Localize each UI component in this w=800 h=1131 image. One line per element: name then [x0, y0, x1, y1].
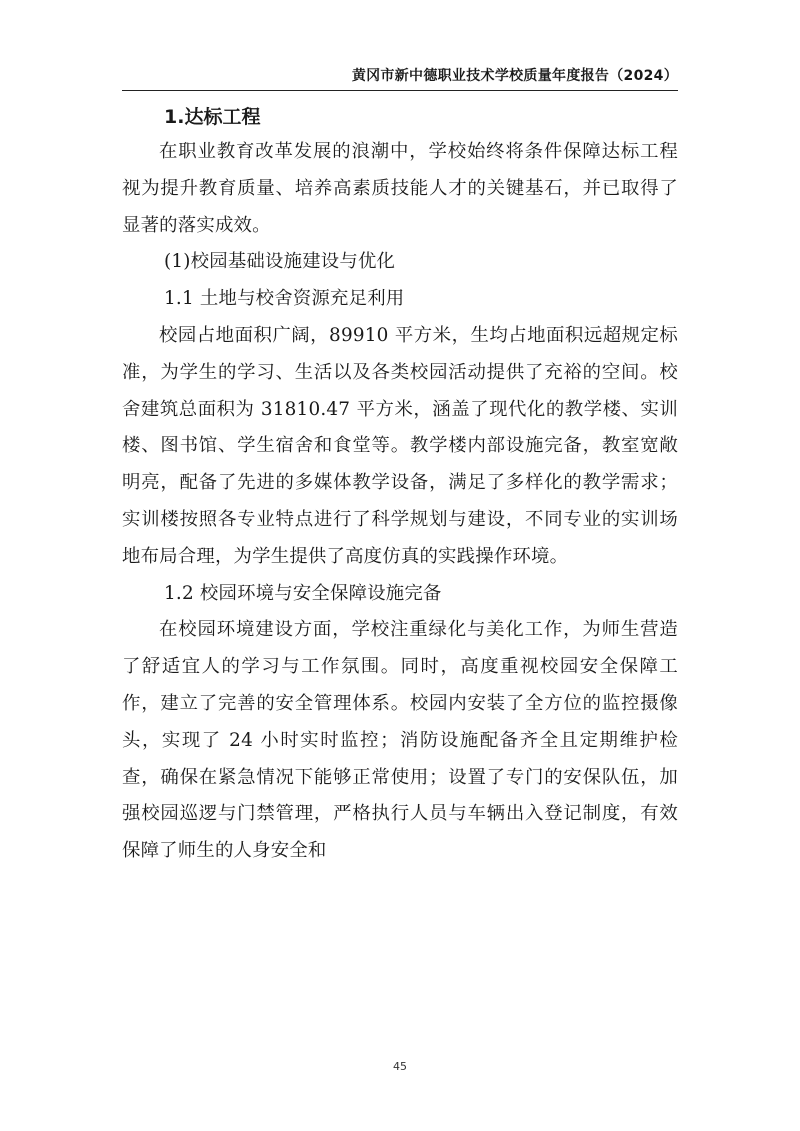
subsection-heading-land-buildings: 1.1 土地与校舍资源充足利用	[164, 288, 405, 310]
page-body	[122, 100, 678, 870]
environment-safety-paragraph: 在校园环境建设方面，学校注重绿化与美化工作，为师生营造了舒适宜人的学习与工作氛围。同时，高度重视校园安全保障工作，建立了完善的安全管理体系。校园内安装了全方位的监控摄像头，实现了 24 小时实时监控；消防设施配备齐全且定期维护检查，确保在紧急情况下能够正常使用；设置了专门的安保队伍，加强校园巡逻与门禁管理，严格执行人员与车辆出入登记制度，有效保障了师生的人身安全和	[122, 619, 678, 862]
header-title: 黄冈市新中德职业技术学校质量年度报告（2024）	[351, 68, 678, 84]
page-header	[122, 66, 678, 91]
subsection-heading-campus-infrastructure: (1)校园基础设施建设与优化	[164, 251, 396, 273]
intro-paragraph: 在职业教育改革发展的浪潮中，学校始终将条件保障达标工程视为提升教育质量、培养高素质技能人才的关键基石，并已取得了显著的落实成效。	[122, 141, 678, 236]
page-number: 45	[393, 1060, 407, 1073]
land-buildings-paragraph: 校园占地面积广阔，89910 平方米，生均占地面积远超规定标准，为学生的学习、生活以及各类校园活动提供了充裕的空间。校舍建筑总面积为 31810.47 平方米，涵盖了现代化的教学楼、实训楼、图书馆、学生宿舍和食堂等。教学楼内部设施完备，教室宽敞明亮，配备了先进的多媒体教学设备，满足了多样化的教学需求；实训楼按照各专业特点进行了科学规划与建设，不同专业的实训场地布局合理，为学生提供了高度仿真的实践操作环境。	[122, 324, 678, 567]
subsection-heading-environment-safety: 1.2 校园环境与安全保障设施完备	[164, 582, 442, 604]
section-title: 1.达标工程	[164, 106, 261, 128]
